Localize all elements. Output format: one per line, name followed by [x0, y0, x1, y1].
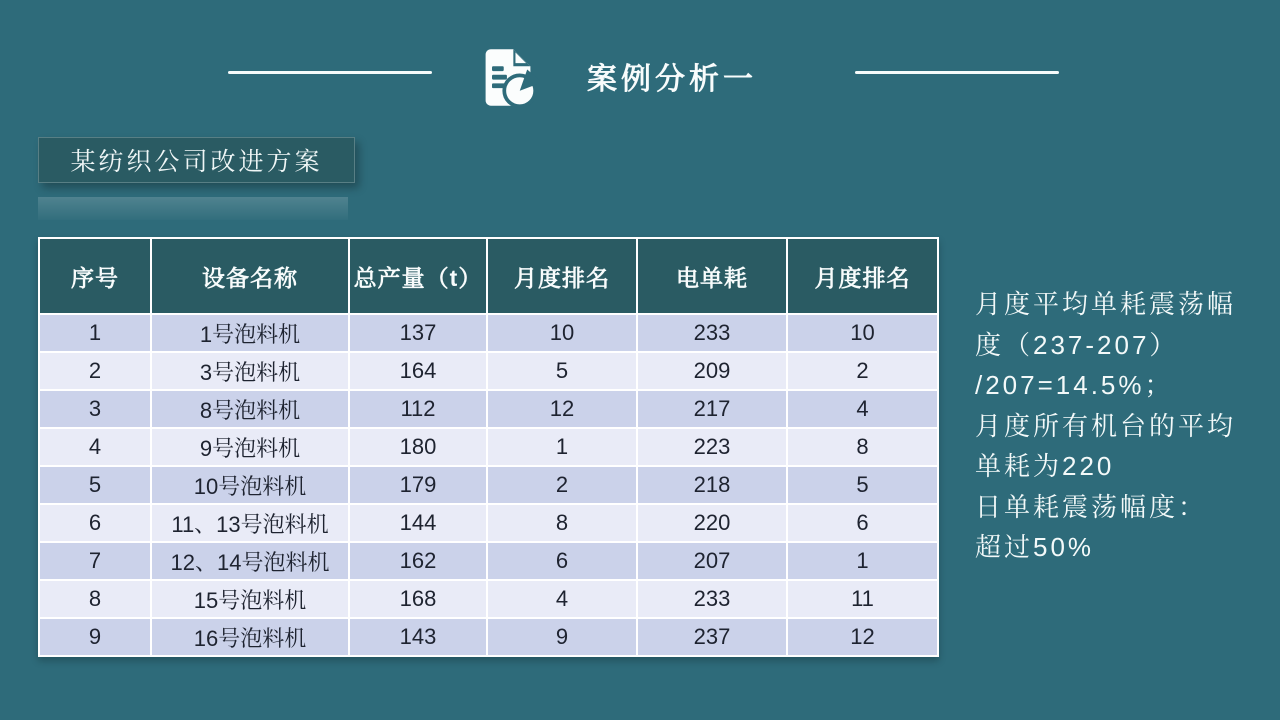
table-cell: 10 [787, 314, 938, 352]
table-header [39, 238, 938, 314]
table-cell: 10号泡料机 [151, 466, 349, 504]
table-cell: 168 [349, 580, 487, 618]
title-left-line [228, 71, 432, 74]
table-cell: 11、13号泡料机 [151, 504, 349, 542]
table-cell: 5 [487, 352, 637, 390]
table-cell: 144 [349, 504, 487, 542]
column-header: 月度排名 [787, 238, 938, 314]
table-row [39, 314, 938, 352]
notes-line: 度（237-207） [975, 329, 1179, 360]
table-cell: 137 [349, 314, 487, 352]
table-cell: 233 [637, 580, 787, 618]
table-cell: 209 [637, 352, 787, 390]
table-cell: 8 [787, 428, 938, 466]
table-cell: 10 [487, 314, 637, 352]
table-cell: 2 [39, 352, 151, 390]
table-cell: 4 [39, 428, 151, 466]
table-cell: 12、14号泡料机 [151, 542, 349, 580]
table-cell: 207 [637, 542, 787, 580]
column-header: 总产量（t） [349, 238, 487, 314]
table-cell: 164 [349, 352, 487, 390]
table-cell: 5 [39, 466, 151, 504]
table-row [39, 618, 938, 656]
notes-line: 日单耗震荡幅度： [975, 491, 1208, 522]
table-cell: 1 [487, 428, 637, 466]
table-cell: 6 [787, 504, 938, 542]
table-cell: 4 [787, 390, 938, 428]
page-title: 案例分析一 [587, 63, 757, 96]
notes-line: 月度所有机台的平均 [975, 410, 1237, 441]
section-label-text: 某纺织公司改进方案 [70, 148, 323, 176]
table-row [39, 390, 938, 428]
equipment-table [38, 237, 939, 657]
table-cell: 6 [487, 542, 637, 580]
table-cell: 16号泡料机 [151, 618, 349, 656]
table-cell: 112 [349, 390, 487, 428]
table-cell: 223 [637, 428, 787, 466]
table-cell: 3 [39, 390, 151, 428]
title-right-line [855, 71, 1059, 74]
column-header: 月度排名 [487, 238, 637, 314]
table-cell: 3号泡料机 [151, 352, 349, 390]
table-cell: 8 [487, 504, 637, 542]
notes-line: /207=14.5%； [975, 370, 1174, 400]
table-cell: 6 [39, 504, 151, 542]
document-pie-chart-icon [476, 46, 540, 110]
table-cell: 12 [787, 618, 938, 656]
notes-line: 单耗为220 [975, 451, 1115, 481]
table-cell: 143 [349, 618, 487, 656]
table-cell: 7 [39, 542, 151, 580]
table-cell: 180 [349, 428, 487, 466]
table-cell: 2 [787, 352, 938, 390]
table-cell: 2 [487, 466, 637, 504]
column-header: 序号 [39, 238, 151, 314]
notes-line: 超过50% [975, 532, 1095, 562]
table-body [39, 314, 938, 656]
table-cell: 9 [39, 618, 151, 656]
notes-panel [975, 284, 1275, 568]
table-cell: 12 [487, 390, 637, 428]
table-cell: 5 [787, 466, 938, 504]
table-cell: 237 [637, 618, 787, 656]
table-cell: 162 [349, 542, 487, 580]
table-cell: 9号泡料机 [151, 428, 349, 466]
table-row [39, 542, 938, 580]
table-cell: 1 [787, 542, 938, 580]
table-row [39, 352, 938, 390]
table-cell: 8号泡料机 [151, 390, 349, 428]
table-cell: 220 [637, 504, 787, 542]
notes-line: 月度平均单耗震荡幅 [975, 289, 1237, 319]
table-row [39, 504, 938, 542]
table-cell: 218 [637, 466, 787, 504]
table-cell: 15号泡料机 [151, 580, 349, 618]
table-cell: 217 [637, 390, 787, 428]
table-cell: 8 [39, 580, 151, 618]
table-cell: 1 [39, 314, 151, 352]
section-label-shadow [38, 197, 348, 220]
table-cell: 1号泡料机 [151, 314, 349, 352]
table-row [39, 580, 938, 618]
column-header: 电单耗 [637, 238, 787, 314]
section-label [38, 137, 355, 183]
table-cell: 4 [487, 580, 637, 618]
table-cell: 233 [637, 314, 787, 352]
table-cell: 179 [349, 466, 487, 504]
table-cell: 11 [787, 580, 938, 618]
column-header: 设备名称 [151, 238, 349, 314]
table-cell: 9 [487, 618, 637, 656]
table-row [39, 428, 938, 466]
table-header-row [39, 238, 938, 314]
table-row [39, 466, 938, 504]
